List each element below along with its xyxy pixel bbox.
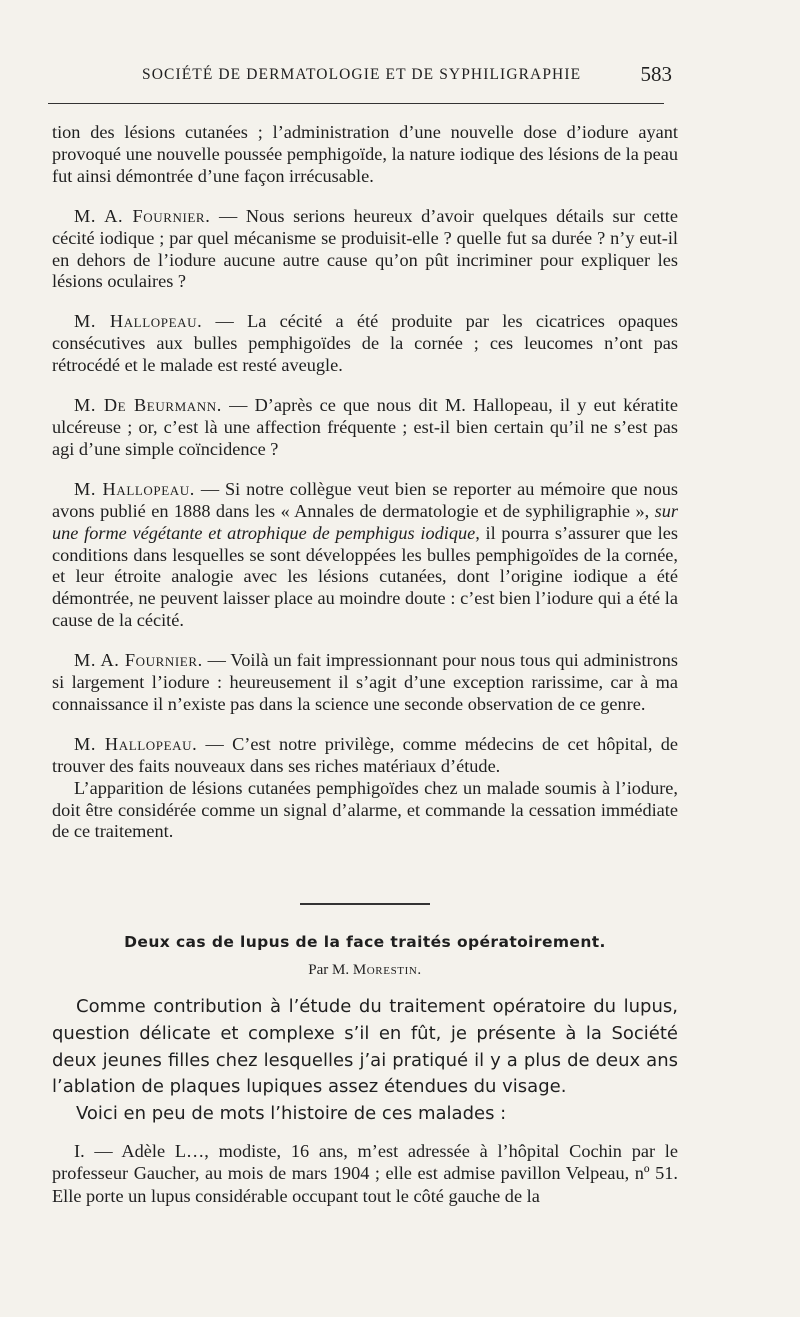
lead-text xyxy=(52,994,678,1128)
paragraph-hallopeau-memoire xyxy=(52,479,678,632)
section-title: Deux cas de lupus de la face traités opératoirement. xyxy=(124,933,606,951)
paragraph-text: il pourra s’assurer que les conditions dans lesquelles se sont développées les bulles pemphigoïdes de la cornée, et leur étroite analogie avec les lésions cutanées, dont l’origine iodique a été démontrée, ne peuvent laisser place au moindre doute : c’est bien l’iodure qui a été la cause de la cécité. xyxy=(52,522,678,631)
paragraph-conclusion xyxy=(52,778,678,844)
paragraph-text: tion des lésions cutanées ; l’administration d’une nouvelle dose d’iodure ayant provoqué une nouvelle poussée pemphigoïde, la nature iodique des lésions de la peau fut ainsi démontrée d’une façon irrécusable. xyxy=(52,122,678,186)
paragraph-de-beurmann xyxy=(52,395,678,461)
lead-paragraph: Comme contribution à l’étude du traitement opératoire du lupus, question délicate et complexe s’il en fût, je présente à la Société deux jeunes filles chez lesquelles j’ai pratiqué il y a plus de deux ans l’ablation de plaques lupiques assez étendues du visage. xyxy=(52,996,678,1098)
speaker-name: M. Hallopeau. xyxy=(74,478,195,499)
discussion-text xyxy=(52,122,678,843)
author-prefix: Par M. xyxy=(308,962,353,978)
paragraph-text: L’apparition de lésions cutanées pemphigoïdes chez un malade soumis à l’iodure, doit être considérée comme un signal d’alarme, et commande la cessation immédiate de ce traitement. xyxy=(52,777,678,842)
page-header xyxy=(48,62,672,92)
speaker-name: M. De Beurmann. xyxy=(74,395,222,416)
paragraph-continuation xyxy=(52,122,678,188)
paragraph-fournier-question xyxy=(52,206,678,294)
case-paragraph: I. — Adèle L…, modiste, 16 ans, m’est adressée à l’hôpital Cochin par le professeur Gaucher, au mois de mars 1904 ; elle est admise pavillon Velpeau, nº 51. Elle porte un lupus considérable occupant tout le côté gauche de la xyxy=(52,1141,678,1206)
lead-paragraph: Voici en peu de mots l’histoire de ces malades : xyxy=(76,1103,507,1125)
section-author xyxy=(52,962,678,979)
case-text xyxy=(52,1140,678,1207)
paragraph-text: — Voilà un fait impressionnant pour nous tous qui administrons si largement l’iodure : heureusement il s’agit d’une exception rarissime, car à ma connaissance il n’existe pas dans la science une seconde observation de ce genre. xyxy=(52,650,679,714)
speaker-name: M. Hallopeau. xyxy=(74,311,203,332)
running-head: SOCIÉTÉ DE DERMATOLOGIE ET DE SYPHILIGRAPHIE xyxy=(142,66,582,83)
paragraph-text: — D’après ce que nous dit M. Hallopeau, il y eut kératite ulcéreuse ; or, c’est là une affection fréquente ; est-il bien certain qu’il ne s’est pas agi d’une simple coïncidence ? xyxy=(52,395,678,459)
paragraph-hallopeau-privilege xyxy=(52,734,678,778)
memoire-title: sur une forme végétante et atrophique de pemphigus iodique, xyxy=(52,500,678,543)
paragraph-text: — La cécité a été produite par les cicatrices opaques consécutives aux bulles pemphigoïdes de la cornée ; ces leucomes n’ont pas rétrocédé et le malade est resté aveugle. xyxy=(52,311,679,376)
header-rule xyxy=(48,103,664,104)
speaker-name: M. A. Fournier. xyxy=(74,205,211,226)
speaker-name: M. A. Fournier. xyxy=(74,650,203,671)
speaker-name: M. Hallopeau. xyxy=(74,733,198,754)
page-number: 583 xyxy=(640,62,672,86)
paragraph-text: — Nous serions heureux d’avoir quelques détails sur cette cécité iodique ; par quel mécanisme se produisit-elle ? quelle fut sa durée ? n’y eut-il en dehors de l’iodure aucune autre cause qu’on pût incriminer pour expliquer les lésions oculaires ? xyxy=(52,205,678,292)
paragraph-hallopeau-reply xyxy=(52,311,678,377)
section-divider xyxy=(300,903,430,905)
paragraph-fournier-remark xyxy=(52,650,678,716)
author-name: Morestin. xyxy=(352,962,422,978)
paragraph-text: — C’est notre privilège, comme médecins de cet hôpital, de trouver des faits nouveaux dans ses riches matériaux d’étude. xyxy=(52,733,678,776)
paragraph-text: — Si notre collègue veut bien se reporter au mémoire que nous avons publié en 1888 dans les « Annales de dermatologie et de syphiligraphie », xyxy=(52,478,679,521)
